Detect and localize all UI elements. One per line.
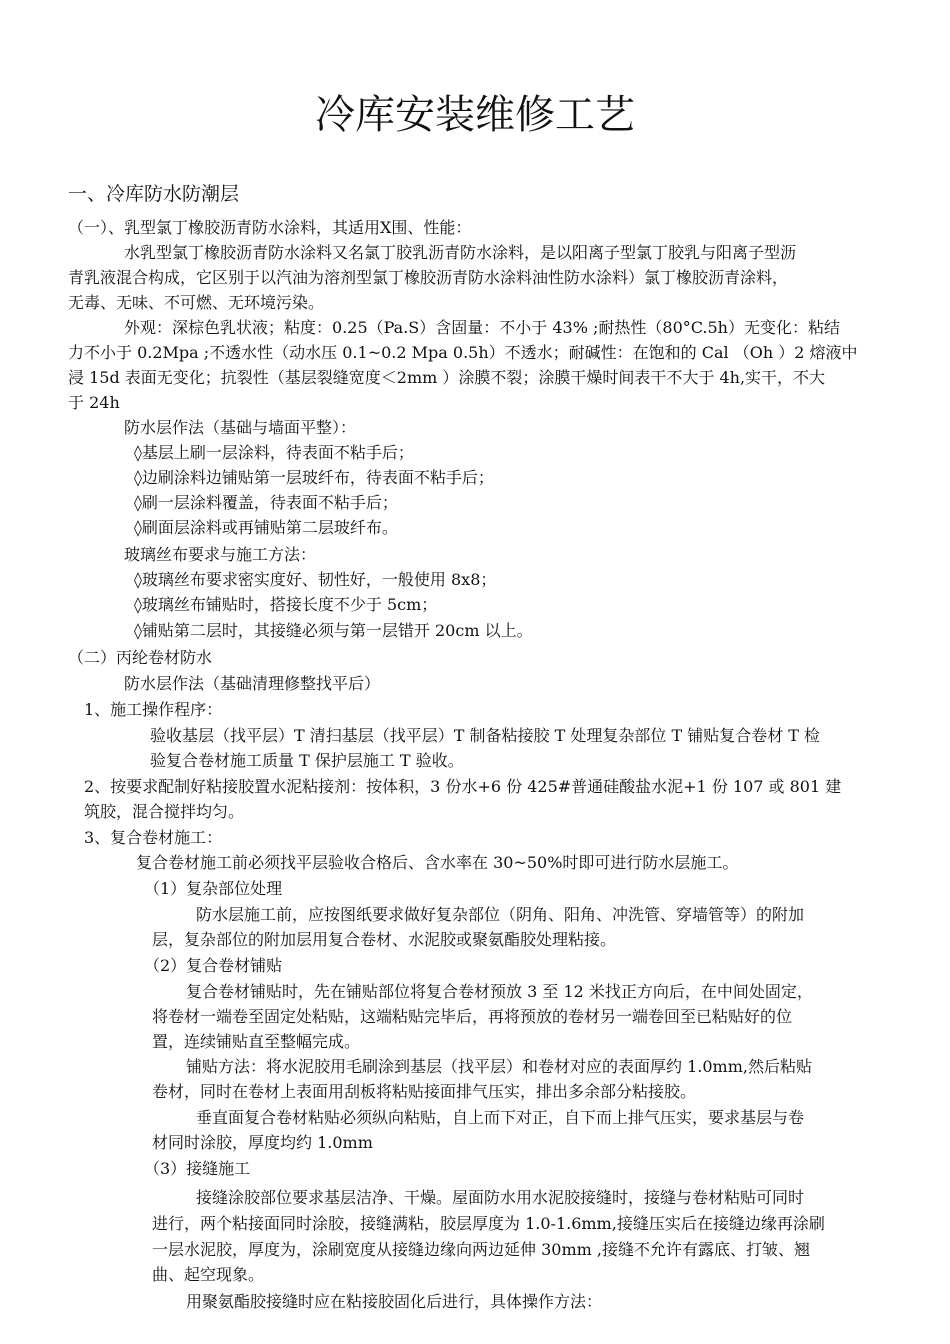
- part2-heading: （二）丙纶卷材防水: [68, 648, 213, 667]
- sub2-p1-line: 将卷材一端卷至固定处粘贴，这端粘贴完毕后，再将预放的卷材另一端卷回至已粘贴好的位: [152, 1007, 793, 1026]
- sub2-p1-line: 复合卷材铺贴时，先在铺贴部位将复合卷材预放 3 至 12 米找正方向后，在中间处固定，: [186, 982, 813, 1001]
- properties-line: 浸 15d 表面无变化；抗裂性（基层裂缝宽度＜2mm ）涂膜不裂；涂膜干燥时间表干不大于 4h,实干，不大: [68, 368, 826, 387]
- intro-line: 水乳型氯丁橡胶沥青防水涂料又名氯丁胶乳沥青防水涂料，是以阳离子型氯丁胶乳与阳离子型沥: [124, 243, 797, 262]
- part2-method: 防水层作法（基础清理修整找平后）: [124, 674, 381, 693]
- properties-line: 力不小于 0.2Mpa ;不透水性（动水压 0.1~0.2 Mpa 0.5h）不透水；耐碱性：在饱和的 Cal （Oh ）2 熔液中: [68, 343, 858, 362]
- method-step: ◊边刷涂料边铺贴第一层玻纤布，待表面不粘手后；: [134, 468, 494, 487]
- step1-line: 验收基层（找平层）T 清扫基层（找平层）T 制备粘接胶 T 处理复杂部位 T 铺贴复合卷材 T 检: [150, 726, 821, 745]
- properties-line: 于 24h: [68, 393, 120, 412]
- sub3-p1-line: 一层水泥胶，厚度为，涂刷宽度从接缝边缘向两边延伸 30mm ,接缝不允许有露底、打皱、翘: [152, 1240, 810, 1259]
- step1-heading: 1、施工操作程序：: [84, 700, 223, 719]
- sub2-p2-line: 卷材，同时在卷材上表面用刮板将粘贴接面排气压实，排出多余部分粘接胶。: [152, 1082, 697, 1101]
- sub3-heading: （3）接缝施工: [144, 1159, 251, 1178]
- sub3-p1-line: 进行，两个粘接面同时涂胶，接缝满粘，胶层厚度为 1.0-1.6mm,接缝压实后在接缝边缘再涂刷: [152, 1214, 825, 1233]
- sub3-p1-line: 接缝涂胶部位要求基层洁净、干燥。屋面防水用水泥胶接缝时，接缝与卷材粘贴可同时: [196, 1188, 805, 1207]
- method-heading: 防水层作法（基础与墙面平整）：: [124, 418, 357, 437]
- step1-line: 验复合卷材施工质量 T 保护层施工 T 验收。: [150, 751, 464, 770]
- sub1-line: 层，复杂部位的附加层用复合卷材、水泥胶或聚氨酯胶处理粘接。: [152, 930, 617, 949]
- step3-heading: 3、复合卷材施工：: [84, 828, 223, 847]
- step3-intro: 复合卷材施工前必须找平层验收合格后、含水率在 30~50%时即可进行防水层施工。: [136, 853, 739, 872]
- sub1-heading: （1）复杂部位处理: [144, 879, 283, 898]
- glass-step: ◊玻璃丝布铺贴时，搭接长度不少于 5cm；: [134, 595, 438, 614]
- intro-line: 无毒、无味、不可燃、无环境污染。: [68, 293, 325, 312]
- document-title: 冷库安装维修工艺: [315, 92, 635, 138]
- sub2-p2-line: 铺贴方法：将水泥胶用毛刷涂到基层（找平层）和卷材对应的表面厚约 1.0mm,然后粘贴: [186, 1057, 812, 1076]
- method-step: ◊刷一层涂料覆盖，待表面不粘手后；: [134, 493, 398, 512]
- sub2-p1-line: 置，连续铺贴直至整幅完成。: [152, 1032, 361, 1051]
- glass-step: ◊玻璃丝布要求密实度好、韧性好，一般使用 8x8；: [134, 570, 497, 589]
- method-step: ◊刷面层涂料或再铺贴第二层玻纤布。: [134, 518, 398, 537]
- method-step: ◊基层上刷一层涂料，待表面不粘手后；: [134, 443, 414, 462]
- part1-heading: （一）、乳型氯丁橡胶沥青防水涂料，其适用X围、性能：: [68, 218, 472, 237]
- glass-heading: 玻璃丝布要求与施工方法：: [124, 545, 317, 564]
- sub1-line: 防水层施工前，应按图纸要求做好复杂部位（阴角、阳角、冲洗管、穿墙管等）的附加: [196, 905, 805, 924]
- sub2-p3-line: 材同时涂胶，厚度均约 1.0mm: [152, 1133, 373, 1152]
- step2-line: 2、按要求配制好粘接胶置水泥粘接剂：按体积，3 份水+6 份 425#普通硅酸盐水泥+1 份 107 或 801 建: [84, 777, 842, 796]
- properties-line: 外观：深棕色乳状液；粘度：0.25（Pa.S）含固量：不小于 43% ;耐热性（80°C.5h）无变化：粘结: [124, 318, 840, 337]
- sub3-p1-line: 曲、起空现象。: [152, 1265, 265, 1284]
- glass-step: ◊铺贴第二层时，其接缝必须与第一层错开 20cm 以上。: [134, 621, 533, 640]
- sub3-p2-line: 用聚氨酯胶接缝时应在粘接胶固化后进行，具体操作方法：: [186, 1292, 603, 1311]
- step2-line: 筑胶，混合搅拌均匀。: [84, 802, 245, 821]
- section-heading: 一、冷库防水防潮层: [68, 183, 240, 205]
- sub2-p3-line: 垂直面复合卷材粘贴必须纵向粘贴，自上而下对正，自下而上排气压实，要求基层与卷: [196, 1108, 805, 1127]
- sub2-heading: （2）复合卷材铺贴: [144, 956, 283, 975]
- intro-line: 青乳液混合构成，它区别于以汽油为溶剂型氯丁橡胶沥青防水涂料油性防水涂料）氯丁橡胶沥青涂料，: [68, 268, 789, 287]
